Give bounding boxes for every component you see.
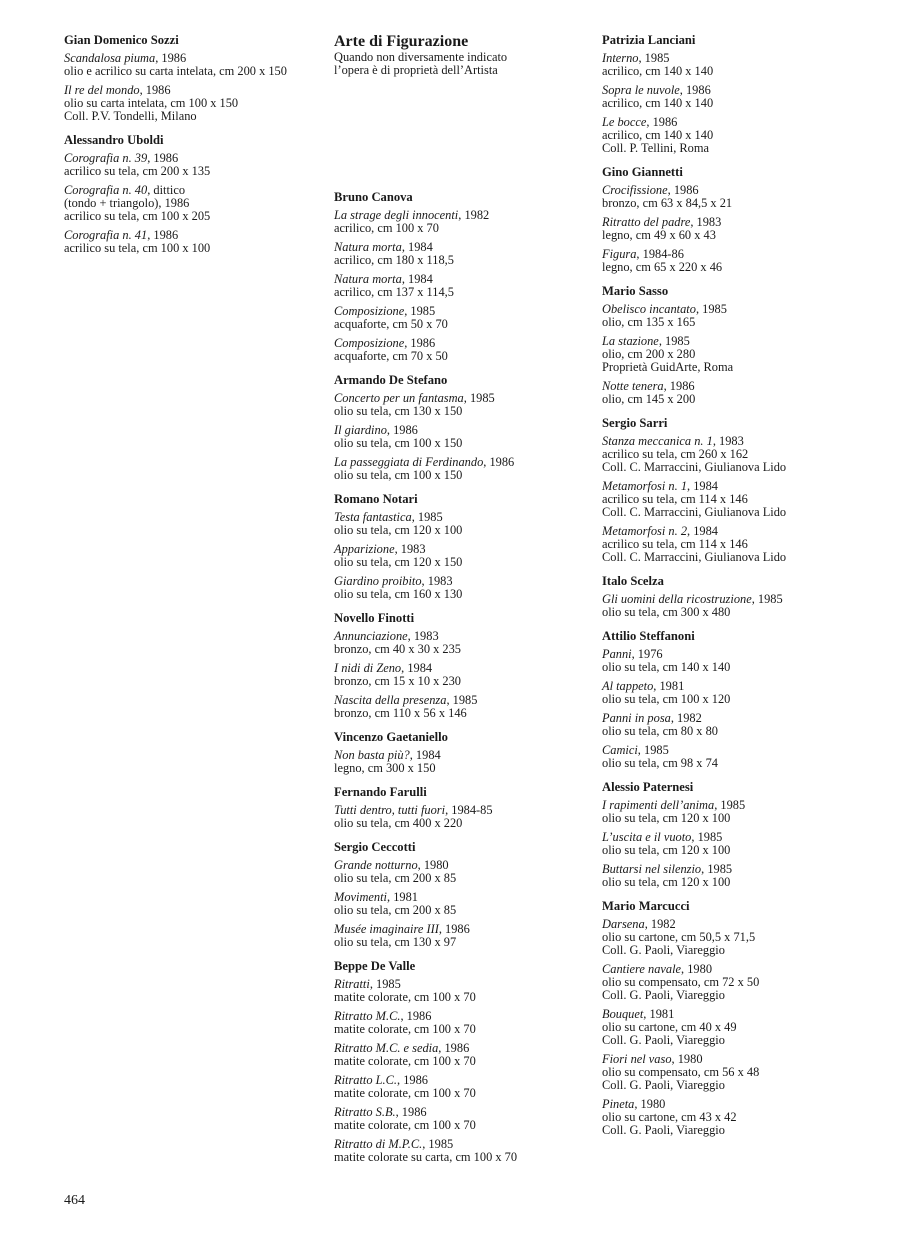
artwork-entry	[334, 392, 596, 418]
artwork-title: Le bocce	[602, 115, 647, 129]
artwork-date: , 1984	[401, 240, 433, 254]
artwork-date: , 1984	[687, 479, 718, 493]
artist-name: Bruno Canova	[334, 190, 413, 204]
artwork-title: La strage degli innocenti	[334, 208, 459, 222]
artwork-title: Movimenti	[334, 890, 387, 904]
artwork-detail: olio, cm 135 x 165	[602, 315, 696, 329]
artwork-date: , 1980	[681, 962, 713, 976]
artwork-entry	[602, 52, 892, 78]
artwork-detail: Coll. C. Marraccini, Giulianova Lido	[602, 550, 787, 564]
artist-name: Vincenzo Gaetaniello	[334, 730, 448, 744]
artwork-date: , 1986	[397, 1073, 428, 1087]
artwork-title: Obelisco incantato	[602, 302, 696, 316]
artwork-date: , 1983	[394, 542, 426, 556]
artwork-date: , 1986	[667, 183, 699, 197]
artwork-entry	[64, 184, 326, 223]
artwork-detail: acrilico, cm 100 x 70	[334, 221, 439, 235]
artwork-title: Bouquet	[602, 1007, 644, 1021]
artwork-date: , 1983	[421, 574, 453, 588]
artwork-entry	[602, 1098, 892, 1137]
artwork-detail: matite colorate, cm 100 x 70	[334, 1022, 476, 1036]
artwork-detail: Coll. G. Paoli, Viareggio	[602, 1033, 725, 1047]
artist-entry	[334, 492, 596, 601]
artwork-detail: acrilico su tela, cm 200 x 135	[64, 164, 211, 178]
artwork-title: Buttarsi nel silenzio	[602, 862, 702, 876]
artwork-detail: Coll. G. Paoli, Viareggio	[602, 1078, 725, 1092]
artwork-date: , 1984	[409, 748, 441, 762]
artwork-detail: olio su tela, cm 400 x 220	[334, 816, 463, 830]
artwork-detail: olio su tela, cm 100 x 150	[334, 436, 463, 450]
artwork-detail: acquaforte, cm 50 x 70	[334, 317, 448, 331]
artwork-entry	[602, 335, 892, 374]
artwork-title: Musée imaginaire III	[334, 922, 439, 936]
artwork-detail: olio e acrilico su carta intelata, cm 200 x 150	[64, 64, 287, 78]
artist-entry	[334, 611, 596, 720]
artwork-detail: acrilico su tela, cm 100 x 100	[64, 241, 211, 255]
artwork-detail: olio su tela, cm 120 x 100	[334, 523, 463, 537]
artwork-detail: olio su tela, cm 200 x 85	[334, 903, 457, 917]
artwork-detail: Proprietà GuidArte, Roma	[602, 360, 734, 374]
artwork-detail: olio su tela, cm 130 x 150	[334, 404, 463, 418]
artwork-detail: olio su tela, cm 300 x 480	[602, 605, 731, 619]
artwork-detail: olio su cartone, cm 50,5 x 71,5	[602, 930, 756, 944]
artwork-entry	[334, 209, 596, 235]
artwork-entry	[334, 694, 596, 720]
artist-name: Beppe De Valle	[334, 959, 416, 973]
artwork-entry	[334, 1074, 596, 1100]
artwork-entry	[334, 424, 596, 450]
artwork-date: , 1985	[404, 304, 436, 318]
artwork-detail: bronzo, cm 63 x 84,5 x 21	[602, 196, 733, 210]
artwork-date: , 1976	[631, 647, 663, 661]
artwork-entry	[602, 963, 892, 1002]
artwork-detail: bronzo, cm 110 x 56 x 146	[334, 706, 467, 720]
artwork-entry	[602, 1008, 892, 1047]
artwork-date: , 1981	[653, 679, 685, 693]
artwork-entry	[64, 229, 326, 255]
artwork-title: Figura	[602, 247, 637, 261]
artwork-date: , 1984-85	[445, 803, 493, 817]
artwork-entry	[602, 84, 892, 110]
artwork-detail: olio su tela, cm 100 x 120	[602, 692, 731, 706]
artwork-title: Apparizione	[334, 542, 395, 556]
artwork-title: Natura morta	[334, 272, 402, 286]
artwork-detail: olio su cartone, cm 40 x 49	[602, 1020, 737, 1034]
artwork-entry	[602, 744, 892, 770]
artwork-detail: acrilico, cm 180 x 118,5	[334, 253, 454, 267]
artwork-title: Stanza meccanica n. 1	[602, 434, 713, 448]
artwork-title: L’uscita e il vuoto	[602, 830, 692, 844]
artwork-entry	[602, 918, 892, 957]
artwork-title: Corografia n. 39	[64, 151, 148, 165]
artwork-date: , 1985	[714, 798, 746, 812]
artwork-detail: Coll. G. Paoli, Viareggio	[602, 1123, 725, 1137]
artwork-date: , 1986	[147, 228, 179, 242]
artwork-entry	[602, 648, 892, 674]
artwork-date: , 1984	[401, 272, 433, 286]
artwork-date: , 1985	[369, 977, 401, 991]
artist-name: Gian Domenico Sozzi	[64, 33, 179, 47]
artwork-detail: olio su tela, cm 120 x 100	[602, 811, 731, 825]
artwork-entry	[64, 152, 326, 178]
artwork-title: Fiori nel vaso	[602, 1052, 672, 1066]
artwork-date: , 1984-86	[636, 247, 684, 261]
artwork-title: Composizione	[334, 304, 405, 318]
artwork-date: , 1983	[712, 434, 744, 448]
artwork-date: , 1985	[695, 302, 727, 316]
artwork-detail: olio su tela, cm 80 x 80	[602, 724, 718, 738]
artwork-date: , 1985	[701, 862, 733, 876]
artwork-date: , 1985	[422, 1137, 454, 1151]
artwork-entry	[334, 241, 596, 267]
artwork-detail: acrilico su tela, cm 114 x 146	[602, 537, 748, 551]
artwork-entry	[334, 1106, 596, 1132]
artwork-title: Gli uomini della ricostruzione	[602, 592, 752, 606]
artwork-entry	[602, 184, 892, 210]
artwork-title: I rapimenti dell’anima	[602, 798, 715, 812]
artwork-entry	[334, 337, 596, 363]
artwork-detail: matite colorate, cm 100 x 70	[334, 990, 476, 1004]
catalogue-column-3	[602, 33, 892, 1147]
artwork-title: La passeggiata di Ferdinando	[334, 455, 484, 469]
artist-entry	[334, 190, 596, 363]
artwork-date: , 1984	[401, 661, 433, 675]
artwork-title: I nidi di Zeno	[334, 661, 402, 675]
artwork-date: , 1986	[395, 1105, 427, 1119]
artwork-entry	[602, 525, 892, 564]
artwork-detail: acrilico, cm 140 x 140	[602, 96, 714, 110]
artist-entry	[334, 785, 596, 830]
artwork-title: Il re del mondo	[64, 83, 140, 97]
artwork-date: , 1986	[438, 1041, 470, 1055]
artwork-date: , dittico	[147, 183, 186, 197]
artist-entry	[602, 165, 892, 274]
artist-entry	[602, 33, 892, 155]
artist-entry	[602, 574, 892, 619]
artwork-date: , 1982	[458, 208, 490, 222]
artist-name: Sergio Ceccotti	[334, 840, 416, 854]
artwork-title: Tutti dentro, tutti fuori	[334, 803, 446, 817]
artwork-title: Al tappeto	[602, 679, 654, 693]
artwork-title: Panni in posa	[602, 711, 671, 725]
artwork-detail: Coll. G. Paoli, Viareggio	[602, 943, 725, 957]
artwork-detail: acrilico su tela, cm 114 x 146	[602, 492, 748, 506]
heading-spacer	[334, 90, 596, 190]
artwork-date: , 1986	[646, 115, 678, 129]
artwork-title: Notte tenera	[602, 379, 664, 393]
artwork-title: Il giardino	[334, 423, 387, 437]
artwork-detail: Coll. P.V. Tondelli, Milano	[64, 109, 197, 123]
artwork-detail: matite colorate su carta, cm 100 x 70	[334, 1150, 518, 1164]
artwork-detail: olio su compensato, cm 56 x 48	[602, 1065, 760, 1079]
artist-name: Mario Sasso	[602, 284, 669, 298]
artwork-date: , 1986	[679, 83, 711, 97]
artwork-entry	[602, 863, 892, 889]
artwork-detail: Coll. C. Marraccini, Giulianova Lido	[602, 505, 787, 519]
artist-name: Alessio Paternesi	[602, 780, 694, 794]
artwork-title: Ritratto del padre	[602, 215, 691, 229]
artwork-detail: olio su tela, cm 120 x 150	[334, 555, 463, 569]
artwork-entry	[602, 248, 892, 274]
artwork-date: , 1985	[638, 51, 670, 65]
artwork-title: Interno	[602, 51, 639, 65]
artwork-title: Scandalosa piuma	[64, 51, 156, 65]
artwork-detail: bronzo, cm 15 x 10 x 230	[334, 674, 461, 688]
artwork-title: Ritratto S.B.	[334, 1105, 396, 1119]
artwork-detail: legno, cm 300 x 150	[334, 761, 436, 775]
artwork-entry	[334, 1138, 596, 1164]
artwork-entry	[334, 543, 596, 569]
artwork-title: Grande notturno	[334, 858, 418, 872]
artist-name: Romano Notari	[334, 492, 418, 506]
artwork-date: , 1980	[634, 1097, 666, 1111]
artwork-title: Sopra le nuvole	[602, 83, 680, 97]
artwork-entry	[602, 1053, 892, 1092]
artwork-date: , 1985	[411, 510, 443, 524]
artwork-date: , 1985	[751, 592, 783, 606]
artwork-title: Crocifissione	[602, 183, 668, 197]
artwork-date: , 1986	[400, 1009, 432, 1023]
artwork-detail: olio, cm 145 x 200	[602, 392, 696, 406]
artwork-detail: olio su tela, cm 140 x 140	[602, 660, 731, 674]
ownership-note-line: l’opera è di proprietà dell’Artista	[334, 63, 498, 77]
artwork-title: Annunciazione	[334, 629, 408, 643]
artwork-entry	[602, 380, 892, 406]
artwork-detail: matite colorate, cm 100 x 70	[334, 1118, 476, 1132]
artwork-date: , 1985	[446, 693, 478, 707]
artwork-date: , 1986	[147, 151, 179, 165]
artwork-date: , 1985	[691, 830, 723, 844]
artwork-detail: olio su tela, cm 200 x 85	[334, 871, 457, 885]
artwork-date: , 1980	[417, 858, 449, 872]
artwork-title: Metamorfosi n. 1	[602, 479, 688, 493]
artist-entry	[334, 840, 596, 949]
artwork-title: Darsena	[602, 917, 645, 931]
artwork-date: , 1986	[139, 83, 171, 97]
artwork-detail: olio su tela, cm 120 x 100	[602, 843, 731, 857]
artwork-detail: legno, cm 49 x 60 x 43	[602, 228, 716, 242]
artwork-entry	[602, 831, 892, 857]
artwork-date: , 1984	[687, 524, 718, 538]
artwork-title: Panni	[602, 647, 632, 661]
artwork-detail: olio su tela, cm 130 x 97	[334, 935, 457, 949]
artist-entry	[602, 416, 892, 564]
artwork-entry	[334, 511, 596, 537]
artwork-detail: Coll. P. Tellini, Roma	[602, 141, 709, 155]
artwork-detail: Coll. G. Paoli, Viareggio	[602, 988, 725, 1002]
artwork-title: Composizione	[334, 336, 405, 350]
artwork-entry	[602, 712, 892, 738]
artist-entry	[602, 284, 892, 406]
artist-name: Armando De Stefano	[334, 373, 448, 387]
artwork-title: La stazione	[602, 334, 659, 348]
catalogue-column-1	[64, 33, 326, 265]
artwork-detail: acrilico su tela, cm 260 x 162	[602, 447, 749, 461]
artwork-detail: olio su tela, cm 98 x 74	[602, 756, 718, 770]
artwork-title: Metamorfosi n. 2	[602, 524, 688, 538]
artwork-date: , 1981	[643, 1007, 675, 1021]
artist-entry	[334, 730, 596, 775]
artwork-entry	[602, 680, 892, 706]
artwork-entry	[334, 978, 596, 1004]
artwork-date: , 1980	[671, 1052, 703, 1066]
artwork-date: , 1985	[658, 334, 690, 348]
artwork-entry	[602, 799, 892, 825]
artwork-detail: olio su compensato, cm 72 x 50	[602, 975, 760, 989]
artwork-entry	[334, 749, 596, 775]
artwork-title: Ritratto M.C.	[334, 1009, 401, 1023]
artwork-entry	[64, 84, 326, 123]
ownership-note-line: Quando non diversamente indicato	[334, 50, 508, 64]
artwork-date: , 1982	[670, 711, 702, 725]
artwork-entry	[334, 923, 596, 949]
artist-name: Mario Marcucci	[602, 899, 690, 913]
artist-name: Fernando Farulli	[334, 785, 427, 799]
artwork-detail: legno, cm 65 x 220 x 46	[602, 260, 723, 274]
artwork-title: Concerto per un fantasma	[334, 391, 464, 405]
artwork-title: Ritratto M.C. e sedia	[334, 1041, 439, 1055]
artwork-detail: bronzo, cm 40 x 30 x 235	[334, 642, 461, 656]
artist-name: Attilio Steffanoni	[602, 629, 695, 643]
artwork-detail: acquaforte, cm 70 x 50	[334, 349, 448, 363]
artwork-title: Ritratti	[334, 977, 370, 991]
artwork-detail: acrilico, cm 140 x 140	[602, 128, 714, 142]
artwork-entry	[334, 1042, 596, 1068]
artwork-entry	[334, 804, 596, 830]
artwork-entry	[334, 273, 596, 299]
artist-entry	[602, 780, 892, 889]
artwork-date: , 1981	[387, 890, 418, 904]
artwork-title: Camici	[602, 743, 638, 757]
artwork-entry	[602, 593, 892, 619]
artist-entry	[334, 373, 596, 482]
artist-entry	[602, 629, 892, 770]
artwork-title: Corografia n. 41	[64, 228, 148, 242]
artist-name: Italo Scelza	[602, 574, 664, 588]
artwork-entry	[334, 891, 596, 917]
artwork-date: , 1986	[155, 51, 187, 65]
artwork-title: Ritratto di M.P.C.	[334, 1137, 423, 1151]
artwork-detail: olio su tela, cm 100 x 150	[334, 468, 463, 482]
artwork-entry	[334, 575, 596, 601]
artwork-entry	[334, 630, 596, 656]
artwork-detail: olio su carta intelata, cm 100 x 150	[64, 96, 239, 110]
artist-name: Gino Giannetti	[602, 165, 683, 179]
artwork-detail: olio su tela, cm 160 x 130	[334, 587, 463, 601]
artwork-detail: acrilico, cm 137 x 114,5	[334, 285, 454, 299]
artwork-title: Corografia n. 40	[64, 183, 148, 197]
artwork-entry	[334, 1010, 596, 1036]
artwork-date: , 1985	[463, 391, 495, 405]
artwork-date: , 1982	[644, 917, 676, 931]
artwork-detail: matite colorate, cm 100 x 70	[334, 1086, 476, 1100]
artwork-title: Non basta più?	[334, 748, 410, 762]
artist-entry	[64, 33, 326, 123]
artwork-date: , 1986	[404, 336, 436, 350]
section-heading	[334, 33, 596, 77]
artwork-detail: olio, cm 200 x 280	[602, 347, 696, 361]
artwork-entry	[602, 435, 892, 474]
artist-name: Novello Finotti	[334, 611, 415, 625]
artwork-detail: (tondo + triangolo), 1986	[64, 196, 190, 210]
artwork-entry	[334, 859, 596, 885]
artwork-date: , 1986	[663, 379, 695, 393]
artwork-detail: Coll. C. Marraccini, Giulianova Lido	[602, 460, 787, 474]
artist-entry	[334, 959, 596, 1164]
artwork-date: , 1986	[438, 922, 470, 936]
artist-name: Alessandro Uboldi	[64, 133, 164, 147]
artwork-title: Ritratto L.C.	[334, 1073, 397, 1087]
artist-entry	[602, 899, 892, 1137]
artwork-entry	[334, 305, 596, 331]
catalogue-column-2	[334, 33, 596, 1174]
artwork-date: , 1986	[483, 455, 515, 469]
artwork-detail: acrilico su tela, cm 100 x 205	[64, 209, 211, 223]
artwork-date: , 1983	[690, 215, 722, 229]
artwork-title: Testa fantastica	[334, 510, 412, 524]
artwork-date: , 1983	[407, 629, 439, 643]
artwork-detail: olio su tela, cm 120 x 100	[602, 875, 731, 889]
artwork-title: Nascita della presenza	[334, 693, 447, 707]
artist-name: Sergio Sarri	[602, 416, 668, 430]
artwork-entry	[334, 662, 596, 688]
artwork-detail: acrilico, cm 140 x 140	[602, 64, 714, 78]
artwork-detail: olio su cartone, cm 43 x 42	[602, 1110, 737, 1124]
artwork-detail: matite colorate, cm 100 x 70	[334, 1054, 476, 1068]
artist-name: Patrizia Lanciani	[602, 33, 696, 47]
artwork-date: , 1985	[637, 743, 669, 757]
page-number: 464	[64, 1193, 85, 1208]
artwork-entry	[602, 303, 892, 329]
artwork-title: Pineta	[602, 1097, 635, 1111]
artwork-entry	[64, 52, 326, 78]
artwork-title: Natura morta	[334, 240, 402, 254]
artwork-entry	[334, 456, 596, 482]
artwork-title: Cantiere navale	[602, 962, 682, 976]
artwork-entry	[602, 480, 892, 519]
section-title: Arte di Figurazione	[334, 33, 469, 50]
artist-entry	[64, 133, 326, 255]
artwork-entry	[602, 216, 892, 242]
artwork-title: Giardino proibito	[334, 574, 422, 588]
artwork-entry	[602, 116, 892, 155]
artwork-date: , 1986	[386, 423, 418, 437]
